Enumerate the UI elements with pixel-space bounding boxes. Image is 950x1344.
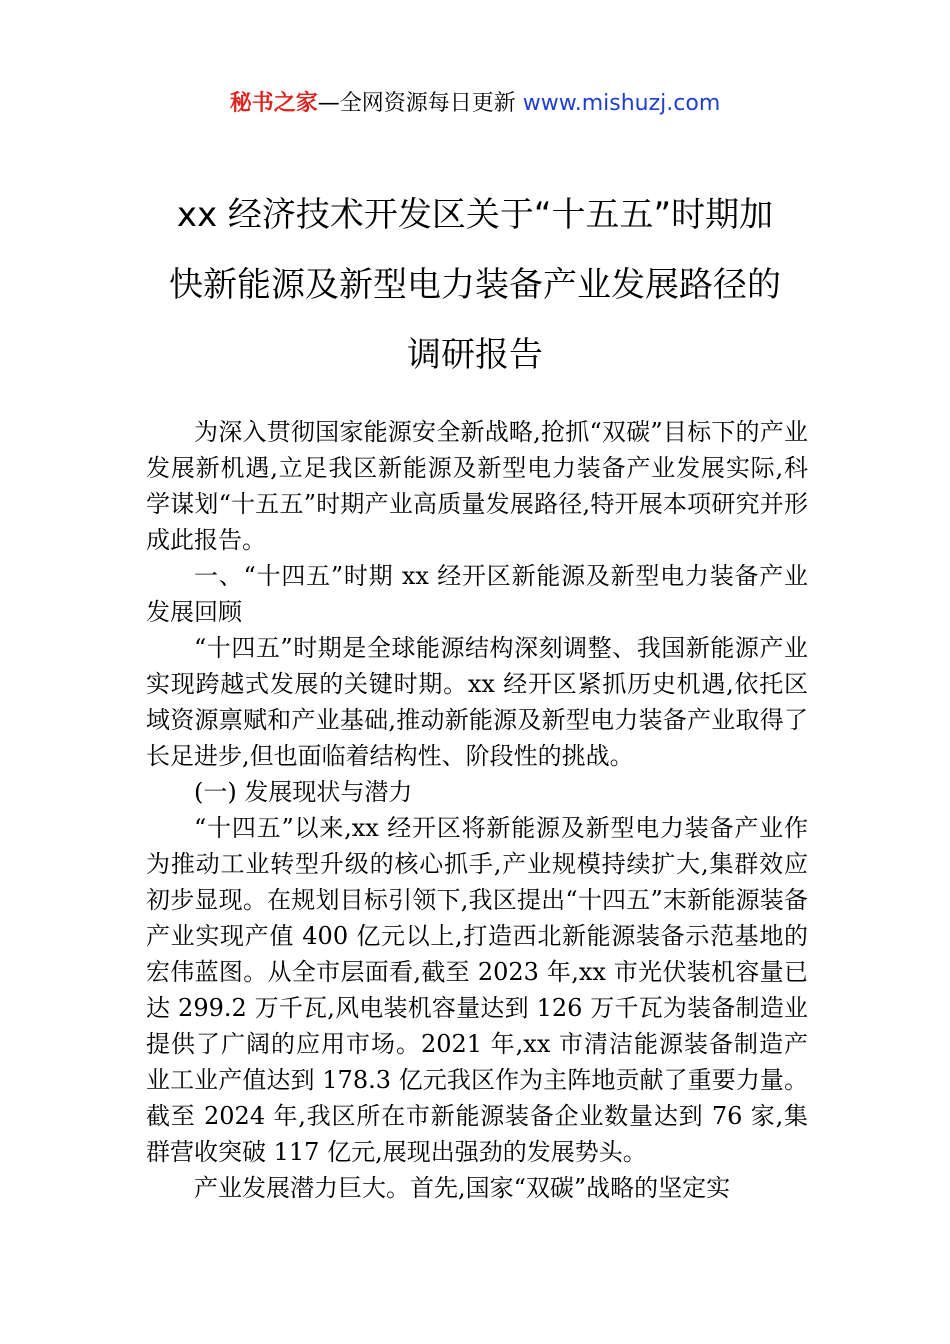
subsection-heading-1: (一) 发展现状与潜力 <box>194 778 413 806</box>
potential-paragraph: 产业发展潜力巨大。首先,国家“双碳”战略的坚定实 <box>194 1174 731 1202</box>
title-line-2: 快新能源及新型电力装备产业发展路径的 <box>169 265 781 305</box>
title-line-1: xx 经济技术开发区关于“十五五”时期加 <box>176 195 774 235</box>
document-body <box>146 414 808 1206</box>
title-line-3: 调研报告 <box>407 335 543 375</box>
site-tagline: —全网资源每日更新 <box>317 91 516 116</box>
intro-paragraph: 为深入贯彻国家能源安全新战略,抢抓“双碳”目标下的产业发展新机遇,立足我区新能源及新型电力装备产业发展实际,科学谋划“十五五”时期产业高质量发展路径,特开展本项研究并形成此报告。 <box>146 418 808 554</box>
section-1-paragraph: “十四五”时期是全球能源结构深刻调整、我国新能源产业实现跨越式发展的关键时期。xx 经开区紧抓历史机遇,依托区域资源禀赋和产业基础,推动新能源及新型电力装备产业取得了长足进步,但也面临着结构性、阶段性的挑战。 <box>146 634 808 770</box>
subsection-1-paragraph: “十四五”以来,xx 经开区将新能源及新型电力装备产业作为推动工业转型升级的核心抓手,产业规模持续扩大,集群效应初步显现。在规划目标引领下,我区提出“十四五”末新能源装备产业实现产值 400 亿元以上,打造西北新能源装备示范基地的宏伟蓝图。从全市层面看,截至 2023 年,xx 市光伏装机容量已达 299.2 万千瓦,风电装机容量达到 126 万千瓦为装备制造业提供了广阔的应用市场。2021 年,xx 市清洁能源装备制造产业工业产值达到 178.3 亿元我区作为主阵地贡献了重要力量。截至 2024 年,我区所在市新能源装备企业数量达到 76 家,集群营收突破 117 亿元,展现出强劲的发展势头。 <box>146 814 808 1166</box>
document-title <box>130 180 820 390</box>
site-brand: 秘书之家 <box>229 91 318 116</box>
section-heading-1: 一、“十四五”时期 xx 经开区新能源及新型电力装备产业发展回顾 <box>146 562 808 626</box>
site-banner <box>0 88 950 120</box>
site-url-link[interactable]: www.mishuzj.com <box>522 91 721 116</box>
